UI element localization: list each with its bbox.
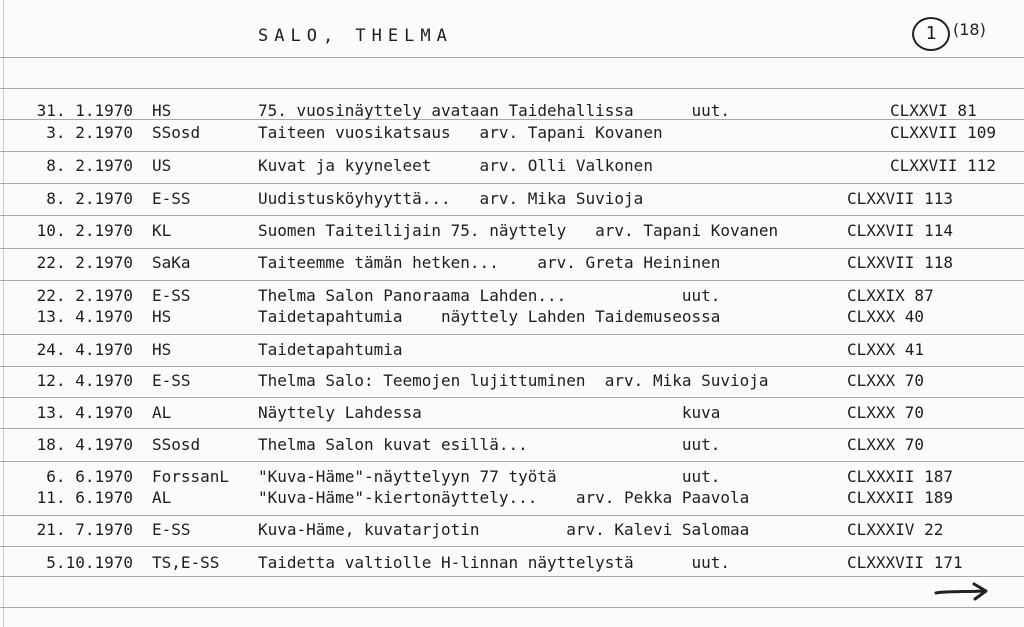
entry-text: Taidetapahtumia xyxy=(258,340,403,359)
card-number: 1 xyxy=(925,23,937,44)
entry-date: 11. 6.1970 xyxy=(36,488,133,507)
entry-text: Uudistusköyhyyttä... arv. Mika Suvioja xyxy=(258,189,644,208)
rule xyxy=(0,546,1024,547)
rule xyxy=(0,334,1024,335)
entry-ref: CLXXVII 112 xyxy=(890,156,996,175)
entry-text: Taidetapahtumia näyttely Lahden Taidemuseossa xyxy=(258,307,721,326)
rule xyxy=(0,428,1024,429)
rule xyxy=(0,151,1024,152)
entry-text: Thelma Salon Panoraama Lahden... uut. xyxy=(258,286,721,305)
entry-ref: CLXXVI 81 xyxy=(890,101,977,120)
rule xyxy=(0,576,1024,577)
entry-date: 8. 2.1970 xyxy=(46,156,133,175)
entry-source: US xyxy=(152,156,172,175)
rule xyxy=(0,607,1024,608)
entry-text: Taiteen vuosikatsaus arv. Tapani Kovanen xyxy=(258,123,663,142)
entry-date: 6. 6.1970 xyxy=(46,467,133,486)
rule xyxy=(0,88,1024,89)
entry-ref: CLXXX 41 xyxy=(847,340,925,359)
entry-ref: CLXXXIV 22 xyxy=(847,520,944,539)
total-cards: (18) xyxy=(953,20,986,39)
entry-date: 22. 2.1970 xyxy=(36,253,133,272)
entry-source: KL xyxy=(152,221,172,240)
entry-ref: CLXXVII 114 xyxy=(847,221,953,240)
entry-text: Kuvat ja kyyneleet arv. Olli Valkonen xyxy=(258,156,653,175)
rule xyxy=(0,183,1024,184)
entry-ref: CLXXX 70 xyxy=(847,435,925,454)
entry-source: SSosd xyxy=(152,123,201,142)
entry-text: Taiteemme tämän hetken... arv. Greta Heininen xyxy=(258,253,721,272)
card-number-circle xyxy=(912,17,950,51)
right-arrow-icon xyxy=(934,581,990,603)
entry-date: 13. 4.1970 xyxy=(36,307,133,326)
entry-ref: CLXXX 70 xyxy=(847,371,925,390)
entry-source: E-SS xyxy=(152,371,191,390)
entry-source: AL xyxy=(152,403,172,422)
entry-text: Thelma Salo: Teemojen lujittuminen arv. Mika Suvioja xyxy=(258,371,769,390)
entry-text: "Kuva-Häme"-näyttelyyn 77 työtä uut. xyxy=(258,467,721,486)
entry-date: 18. 4.1970 xyxy=(36,435,133,454)
entry-source: AL xyxy=(152,488,172,507)
entry-date: 13. 4.1970 xyxy=(36,403,133,422)
entry-date: 3. 2.1970 xyxy=(46,123,133,142)
entry-date: 5.10.1970 xyxy=(46,553,133,572)
entry-source: E-SS xyxy=(152,286,191,305)
entry-source: SSosd xyxy=(152,435,201,454)
rule xyxy=(0,248,1024,249)
entry-text: Näyttely Lahdessa kuva xyxy=(258,403,721,422)
entry-date: 12. 4.1970 xyxy=(36,371,133,390)
rule xyxy=(0,366,1024,367)
entry-text: Suomen Taiteilijain 75. näyttely arv. Tapani Kovanen xyxy=(258,221,779,240)
entry-text: Taidetta valtiolle H-linnan näyttelystä uut. xyxy=(258,553,731,572)
entry-date: 8. 2.1970 xyxy=(46,189,133,208)
entry-date: 21. 7.1970 xyxy=(36,520,133,539)
header-rule xyxy=(0,57,1024,58)
entry-text: Kuva-Häme, kuvatarjotin arv. Kalevi Salomaa xyxy=(258,520,750,539)
entry-text: Thelma Salon kuvat esillä... uut. xyxy=(258,435,721,454)
entry-ref: CLXXX 70 xyxy=(847,403,925,422)
entry-date: 10. 2.1970 xyxy=(36,221,133,240)
left-edge-line xyxy=(3,0,4,627)
entry-source: ForssanL xyxy=(152,467,230,486)
entry-source: E-SS xyxy=(152,520,191,539)
entry-source: E-SS xyxy=(152,189,191,208)
entry-ref: CLXXIX 87 xyxy=(847,286,934,305)
card-title: SALO, THELMA xyxy=(258,26,453,46)
rule xyxy=(0,280,1024,281)
rule xyxy=(0,215,1024,216)
entry-source: HS xyxy=(152,101,172,120)
entry-ref: CLXXXII 187 xyxy=(847,467,953,486)
entry-source: TS,E-SS xyxy=(152,553,220,572)
rule xyxy=(0,461,1024,462)
entry-ref: CLXXXVII 171 xyxy=(847,553,963,572)
entry-ref: CLXXX 40 xyxy=(847,307,925,326)
rule xyxy=(0,397,1024,398)
entry-source: SaKa xyxy=(152,253,191,272)
entry-ref: CLXXVII 118 xyxy=(847,253,953,272)
entry-ref: CLXXVII 109 xyxy=(890,123,996,142)
entry-date: 24. 4.1970 xyxy=(36,340,133,359)
entry-date: 22. 2.1970 xyxy=(36,286,133,305)
entry-ref: CLXXXII 189 xyxy=(847,488,953,507)
rule xyxy=(0,515,1024,516)
entry-source: HS xyxy=(152,340,172,359)
entry-date: 31. 1.1970 xyxy=(36,101,133,120)
entry-source: HS xyxy=(152,307,172,326)
entry-text: 75. vuosinäyttely avataan Taidehallissa uut. xyxy=(258,101,731,120)
entry-text: "Kuva-Häme"-kiertonäyttely... arv. Pekka Paavola xyxy=(258,488,750,507)
entry-ref: CLXXVII 113 xyxy=(847,189,953,208)
